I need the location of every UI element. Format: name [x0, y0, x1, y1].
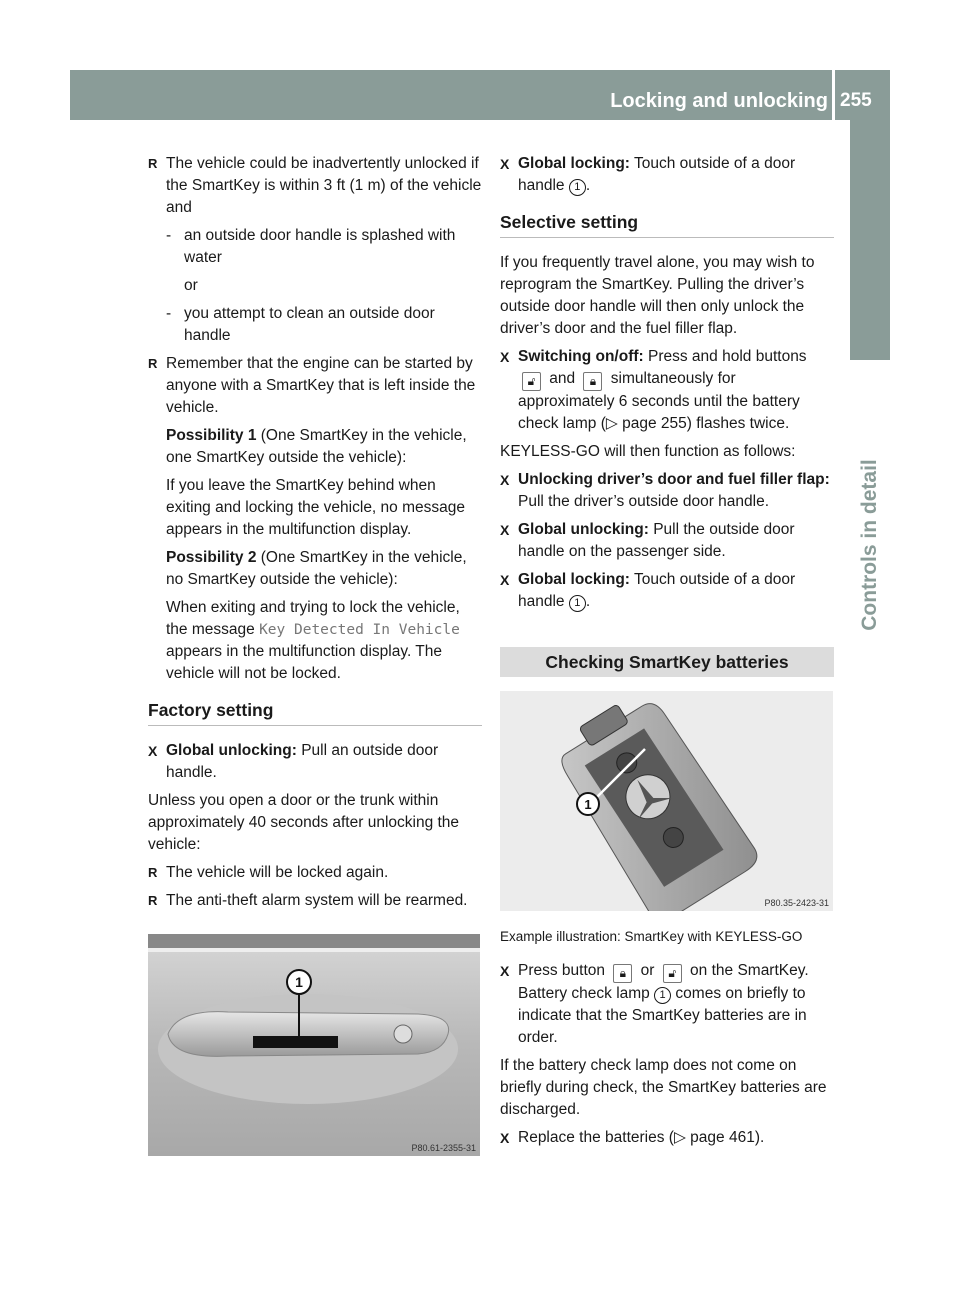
- global-unlocking-text: Pull an outside door handle.: [166, 742, 439, 781]
- switching-text-c: simultaneously for approximately 6 seconds until the battery check lamp (: [518, 370, 800, 432]
- switching-text-b: and: [545, 370, 580, 387]
- bullet-locked-again: R The vehicle will be locked again.: [148, 862, 482, 884]
- global-unlocking-label: Global unlocking:: [166, 742, 297, 759]
- possibility-2: [148, 547, 482, 591]
- press-text-d: comes on briefly to indicate that the SmartKey batteries are in order.: [518, 985, 807, 1046]
- press-or: or: [636, 962, 659, 979]
- dash-splashed: - an outside door handle is splashed with water: [148, 225, 482, 269]
- door-image-code: P80.61-2355-31: [411, 1143, 476, 1153]
- batteries-heading: Checking SmartKey batteries: [500, 647, 834, 677]
- possibility-1-label: Possibility 1: [166, 427, 257, 444]
- switching-text-d: ) flashes twice.: [686, 415, 790, 432]
- lock-icon: 🔒︎: [613, 964, 632, 983]
- lock-icon: 🔒︎: [583, 372, 602, 391]
- display-message: Key Detected In Vehicle: [259, 622, 460, 638]
- callout-1: 1: [654, 987, 671, 1004]
- switching-text-a: Press and hold buttons: [643, 348, 807, 365]
- right-column: [500, 153, 834, 1155]
- or-text: or: [184, 277, 198, 294]
- page-ref-461[interactable]: ▷ page 461: [673, 1129, 755, 1146]
- global-locking-text: Touch outside of a door handle: [518, 155, 796, 194]
- callout-1: 1: [569, 179, 586, 196]
- bullet-alarm-rearmed: R The anti-theft alarm system will be rearmed.: [148, 890, 482, 912]
- door-handle-illustration: [148, 934, 480, 1156]
- possibility-1-text: If you leave the SmartKey behind when exiting and locking the vehicle, no message appears in the multifunction display.: [166, 477, 465, 538]
- global-locking-text-2: Touch outside of a door handle: [518, 571, 796, 610]
- step-unlock-driver: [500, 469, 834, 513]
- bullet-inadvertent-unlock: R The vehicle could be inadvertently unlocked if the SmartKey is within 3 ft (1 m) of the vehicle and: [148, 153, 482, 219]
- bullet-engine-started: R Remember that the engine can be started by anyone with a SmartKey that is left inside the vehicle.: [148, 353, 482, 419]
- callout-1: 1: [569, 595, 586, 612]
- global-locking-end-2: .: [585, 593, 591, 610]
- possibility-2-label: Possibility 2: [166, 549, 257, 566]
- step-replace-batteries: [500, 1127, 834, 1149]
- side-tab-label-box: [838, 380, 902, 710]
- possibility-2-text: [148, 597, 482, 685]
- door-callout-1: 1: [295, 974, 303, 990]
- side-tab: [850, 120, 890, 360]
- keyless-go-text: KEYLESS-GO will then function as follows:: [500, 443, 796, 460]
- unlock-icon: 🔓︎: [663, 964, 682, 983]
- unless-text: Unless you open a door or the trunk within approximately 40 seconds after unlocking the vehicle:: [148, 792, 460, 853]
- page-title: Locking and unlocking: [610, 90, 828, 112]
- possibility-1-desc: (One SmartKey in the vehicle, one SmartKey outside the vehicle):: [166, 427, 467, 466]
- page-ref[interactable]: ▷ page 255: [605, 415, 687, 432]
- selective-intro: If you frequently travel alone, you may wish to reprogram the SmartKey. Pulling the driver’s outside door handle will then only unlock the driver’s door and the fuel filler flap.: [500, 254, 815, 337]
- step-press-button: [500, 960, 834, 1049]
- side-tab-label: Controls in detail: [858, 459, 881, 631]
- step-global-locking-2: [500, 569, 834, 613]
- possibility-2-text-a: When exiting and trying to lock the vehicle, the message: [166, 599, 460, 638]
- press-text-b: on the SmartKey.: [685, 962, 809, 979]
- selective-setting-heading: Selective setting: [500, 211, 834, 238]
- discharged-text: If the battery check lamp does not come on briefly during check, the SmartKey batteries are discharged.: [500, 1057, 827, 1118]
- smartkey-illustration: [500, 691, 833, 911]
- unlock-icon: 🔓︎: [522, 372, 541, 391]
- step-global-locking-1: [500, 153, 834, 197]
- press-text-a: Press button: [518, 962, 610, 979]
- global-locking-end: .: [585, 177, 591, 194]
- global-unlocking-label-r: Global unlocking:: [518, 521, 649, 538]
- key-image-code: P80.35-2423-31: [764, 898, 829, 908]
- dash-clean: - you attempt to clean an outside door handle: [148, 303, 482, 347]
- press-text-c: Battery check lamp: [518, 985, 655, 1002]
- switching-label: Switching on/off:: [518, 348, 644, 365]
- step-global-unlocking: [148, 740, 482, 784]
- factory-setting-heading: Factory setting: [148, 699, 482, 726]
- key-callout-1: 1: [584, 797, 592, 812]
- possibility-1: [148, 425, 482, 469]
- left-column: [148, 153, 482, 1163]
- unlock-driver-label: Unlocking driver’s door and fuel filler flap:: [518, 471, 830, 488]
- unlock-driver-text: Pull the driver’s outside door handle.: [518, 493, 770, 510]
- replace-text-b: ).: [754, 1129, 765, 1146]
- global-locking-label-2: Global locking:: [518, 571, 630, 588]
- global-unlocking-text-r: Pull the outside door handle on the passenger side.: [518, 521, 795, 560]
- page-number: 255: [840, 90, 872, 111]
- image-caption: Example illustration: SmartKey with KEYLESS-GO: [500, 929, 803, 944]
- step-global-unlocking-r: [500, 519, 834, 563]
- global-locking-label: Global locking:: [518, 155, 630, 172]
- replace-text-a: Replace the batteries (: [518, 1129, 674, 1146]
- step-switching: [500, 346, 834, 435]
- possibility-2-text-b: appears in the multifunction display. The vehicle will not be locked.: [166, 643, 443, 682]
- possibility-2-desc: (One SmartKey in the vehicle, no SmartKey outside the vehicle):: [166, 549, 467, 588]
- header-separator: [832, 70, 835, 120]
